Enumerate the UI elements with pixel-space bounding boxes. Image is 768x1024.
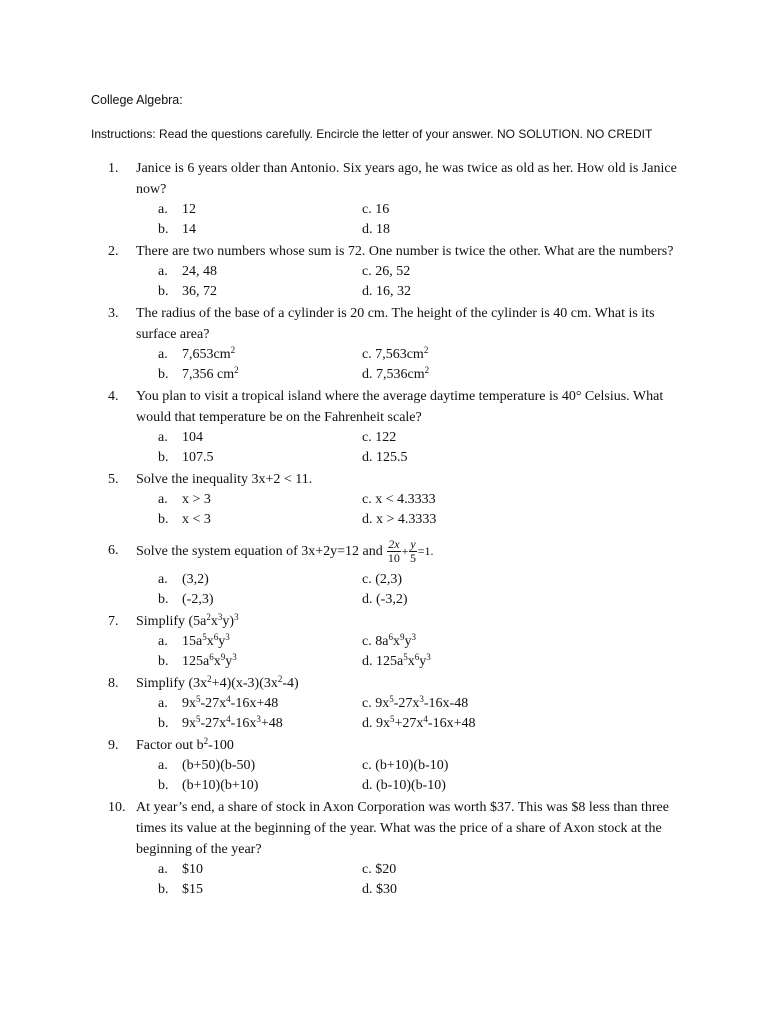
option-b[interactable]: b. x < 3	[158, 512, 211, 527]
option-c[interactable]: c. $7,563cm^2$	[362, 345, 429, 362]
question-2	[0, 241, 768, 262]
option-b[interactable]: b. $9x^5-27x^4-16x^3+48$	[158, 714, 283, 731]
question-text: Simplify $(3x^2+4)(x-3)(3x^2-4)$	[136, 674, 299, 691]
question-text: Solve the system equation of 3x+2y=12 and $\frac{2x}{10}$ + $\frac{y}{5}$ =1.	[136, 537, 434, 566]
question-number: 2.	[108, 244, 119, 259]
option-a[interactable]: a. $7,653cm^2$	[158, 345, 236, 362]
option-c[interactable]: c. $8a^6x^9y^3$	[362, 632, 416, 649]
option-b[interactable]: b. 14	[158, 222, 196, 237]
question-text: Simplify $(5a^2x^3y)^3$	[136, 612, 239, 629]
option-d[interactable]: d. $9x^5+27x^4-16x+48$	[362, 714, 476, 731]
page-heading: College Algebra:	[91, 93, 183, 107]
options-3	[0, 345, 768, 386]
option-a[interactable]: a. $10	[158, 862, 203, 877]
option-c[interactable]: c. 16	[362, 202, 390, 217]
option-d[interactable]: d. $125a^5x^6y^3$	[362, 652, 431, 669]
option-c[interactable]: c. (b+10)(b-10)	[362, 758, 449, 773]
option-d[interactable]: d. $30	[362, 882, 397, 897]
option-d[interactable]: d. (b-10)(b-10)	[362, 778, 446, 793]
option-d[interactable]: d. x > 4.3333	[362, 512, 437, 527]
option-b[interactable]: b. $125a^6x^9y^3$	[158, 652, 237, 669]
fraction-2x-over-10: $\frac{2x}{10}$	[387, 537, 400, 566]
question-number: 4.	[108, 389, 119, 404]
question-text: There are two numbers whose sum is 72. One number is twice the other. What are the numbers?	[136, 244, 674, 259]
option-d[interactable]: d. $7,536cm^2$	[362, 365, 430, 382]
option-a[interactable]: a. 104	[158, 430, 203, 445]
options-6	[0, 570, 768, 611]
question-text: Solve the inequality 3x+2 < 11.	[136, 472, 313, 487]
question-number: 9.	[108, 738, 119, 753]
option-c[interactable]: c. 26, 52	[362, 264, 411, 279]
option-b[interactable]: b. (-2,3)	[158, 592, 214, 607]
options-8	[0, 694, 768, 735]
question-number: 1.	[108, 161, 119, 176]
option-c[interactable]: c. 122	[362, 430, 397, 445]
question-text: At year’s end, a share of stock in Axon Corporation was worth $37. This was $8 less than three times its value at the beginning of the year. What was the price of a share of Axon stock at the beginning of the year?	[136, 800, 669, 857]
option-a[interactable]: a. x > 3	[158, 492, 211, 507]
option-b[interactable]: b. 7,356 $cm^2$	[158, 365, 239, 382]
question-text: The radius of the base of a cylinder is 20 cm. The height of the cylinder is 40 cm. What is its surface area?	[136, 306, 655, 342]
question-number: 8.	[108, 676, 119, 691]
question-7	[0, 611, 768, 632]
option-c[interactable]: c. $20	[362, 862, 397, 877]
question-number: 5.	[108, 472, 119, 487]
options-1	[0, 200, 768, 241]
question-4	[0, 386, 768, 428]
fraction-y-over-5: $\frac{y}{5}$	[410, 537, 417, 566]
question-8	[0, 673, 768, 694]
option-a[interactable]: a. 12	[158, 202, 196, 217]
question-list	[0, 158, 768, 901]
option-c[interactable]: c. (2,3)	[362, 572, 403, 587]
question-5	[0, 469, 768, 490]
instructions: Instructions: Read the questions carefully. Encircle the letter of your answer. NO SOLUTION. NO CREDIT	[91, 127, 653, 141]
option-b[interactable]: b. 36, 72	[158, 284, 217, 299]
options-5	[0, 490, 768, 531]
options-10	[0, 860, 768, 901]
question-1	[0, 158, 768, 200]
question-text: Factor out $b^2-100$	[136, 736, 234, 753]
option-a[interactable]: a. $9x^5-27x^4-16x+48$	[158, 694, 279, 711]
option-a[interactable]: a. 24, 48	[158, 264, 217, 279]
question-number: 7.	[108, 614, 119, 629]
option-b[interactable]: b. 107.5	[158, 450, 214, 465]
options-9	[0, 756, 768, 797]
question-text: Janice is 6 years older than Antonio. Six years ago, he was twice as old as her. How old is Janice now?	[136, 161, 677, 197]
option-d[interactable]: d. 16, 32	[362, 284, 411, 299]
option-a[interactable]: a. (b+50)(b-50)	[158, 758, 256, 773]
option-a[interactable]: a. $15a^5x^6y^3$	[158, 632, 230, 649]
options-7	[0, 632, 768, 673]
option-c[interactable]: c. $9x^5-27x^3-16x-48$	[362, 694, 469, 711]
options-2	[0, 262, 768, 303]
question-6	[0, 533, 768, 570]
question-10	[0, 797, 768, 860]
option-d[interactable]: d. 125.5	[362, 450, 408, 465]
option-a[interactable]: a. (3,2)	[158, 572, 209, 587]
option-d[interactable]: d. 18	[362, 222, 390, 237]
option-d[interactable]: d. (-3,2)	[362, 592, 408, 607]
question-number: 6.	[108, 543, 119, 558]
option-b[interactable]: b. (b+10)(b+10)	[158, 778, 259, 793]
options-4	[0, 428, 768, 469]
question-3	[0, 303, 768, 345]
option-b[interactable]: b. $15	[158, 882, 203, 897]
option-c[interactable]: c. x < 4.3333	[362, 492, 436, 507]
question-text: You plan to visit a tropical island where the average daytime temperature is 40° Celsius. What would that temperature be on the Fahrenheit scale?	[136, 389, 664, 425]
question-number: 3.	[108, 306, 119, 321]
question-number: 10.	[108, 800, 126, 815]
question-9	[0, 735, 768, 756]
